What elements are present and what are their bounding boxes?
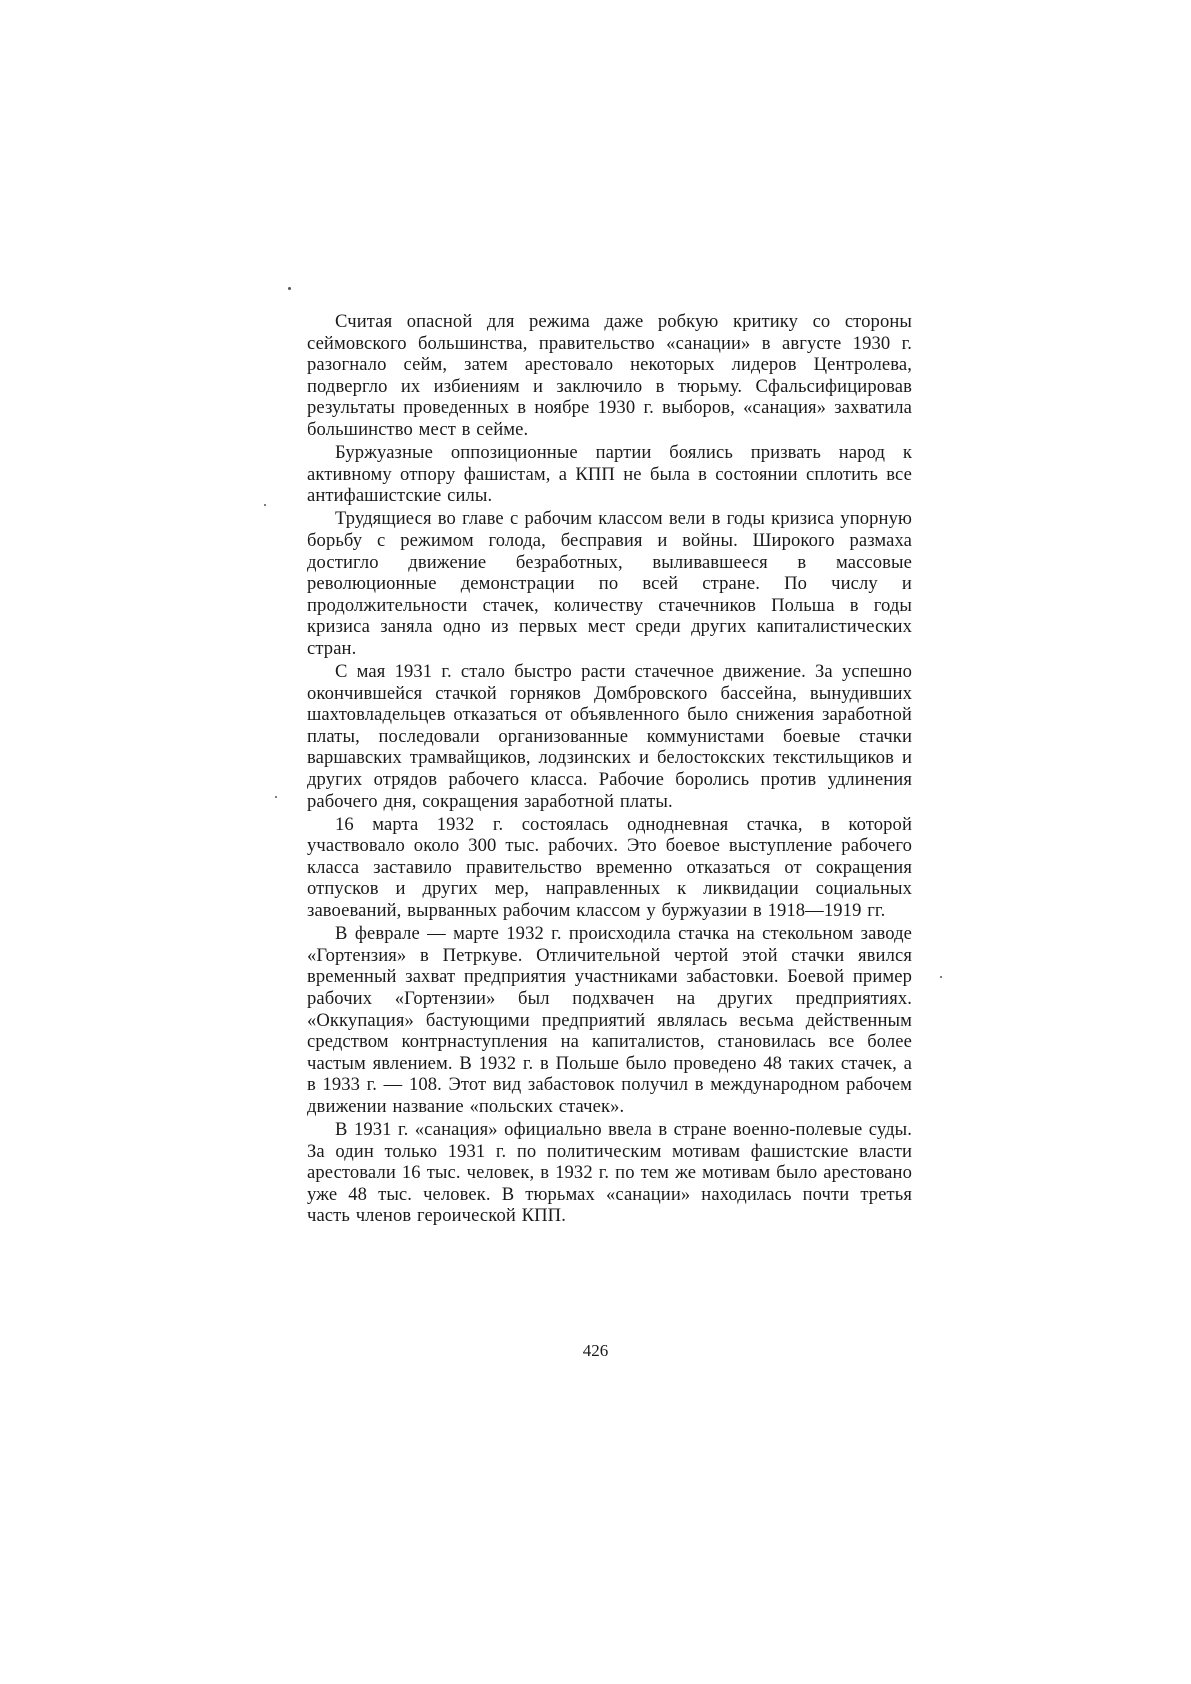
paragraph: В 1931 г. «санация» официально ввела в стране военно-полевые суды. За один только 1931 г. по политическим мотивам фашистские власти арестовали 16 тыс. человек, в 1932 г. по тем же мотивам было арестовано уже 48 тыс. человек. В тюрьмах «санации» находилась почти третья часть членов героической КПП. [307, 1118, 912, 1227]
paragraph: Буржуазные оппозиционные партии боялись призвать народ к активному отпору фашистам, а КПП не была в состоянии сплотить все антифашистские силы. [307, 442, 912, 507]
paragraph: С мая 1931 г. стало быстро расти стачечное движение. За успешно окончившейся стачкой горняков Домбровского бассейна, вынудивших шахтовладельцев отказаться от объявленного было снижения заработной платы, последовали организованные коммунистами боевые стачки варшавских трамвайщиков, лодзинских и белостокских текстильщиков и других отрядов рабочего класса. Рабочие боролись против удлинения рабочего дня, сокращения заработной платы. [307, 661, 912, 812]
scan-speck [275, 796, 277, 798]
scan-speck [264, 504, 266, 506]
scan-speck [940, 976, 942, 978]
paragraph: В феврале — марте 1932 г. происходила стачка на стекольном заводе «Гортензия» в Петркуве. Отличительной чертой этой стачки явился временный захват предприятия участниками забастовки. Боевой пример рабочих «Гортензии» был подхвачен на других предприятиях. «Оккупация» бастующими предприятий являлась весьма действенным средством контрнаступления на капиталистов, становилась все более частым явлением. В 1932 г. в Польше было проведено 48 таких стачек, а в 1933 г. — 108. Этот вид забастовок получил в международном рабочем движении название «польских стачек». [307, 923, 912, 1117]
body-text [307, 311, 912, 1227]
paragraph: 16 марта 1932 г. состоялась однодневная стачка, в которой участвовало около 300 тыс. рабочих. Это боевое выступление рабочего класса заставило правительство временно отказаться от сокращения отпусков и других мер, направленных к ликвидации социальных завоеваний, вырванных рабочим классом у буржуазии в 1918—1919 гг. [307, 813, 912, 922]
scan-speck [288, 287, 291, 290]
page-number: 426 [582, 1341, 609, 1360]
paragraph: Трудящиеся во главе с рабочим классом вели в годы кризиса упорную борьбу с режимом голода, бесправия и войны. Широкого размаха достигло движение безработных, выливавшееся в массовые революционные демонстрации по всей стране. По числу и продолжительности стачек, количеству стачечников Польша в годы кризиса заняла одно из первых мест среди других капиталистических стран. [307, 508, 912, 659]
paragraph: Считая опасной для режима даже робкую критику со стороны сеймовского большинства, правительство «санации» в августе 1930 г. разогнало сейм, затем арестовало некоторых лидеров Центролева, подвергло их избиениям и заключило в тюрьму. Сфальсифицировав результаты проведенных в ноябре 1930 г. выборов, «санация» захватила большинство мест в сейме. [307, 311, 912, 440]
